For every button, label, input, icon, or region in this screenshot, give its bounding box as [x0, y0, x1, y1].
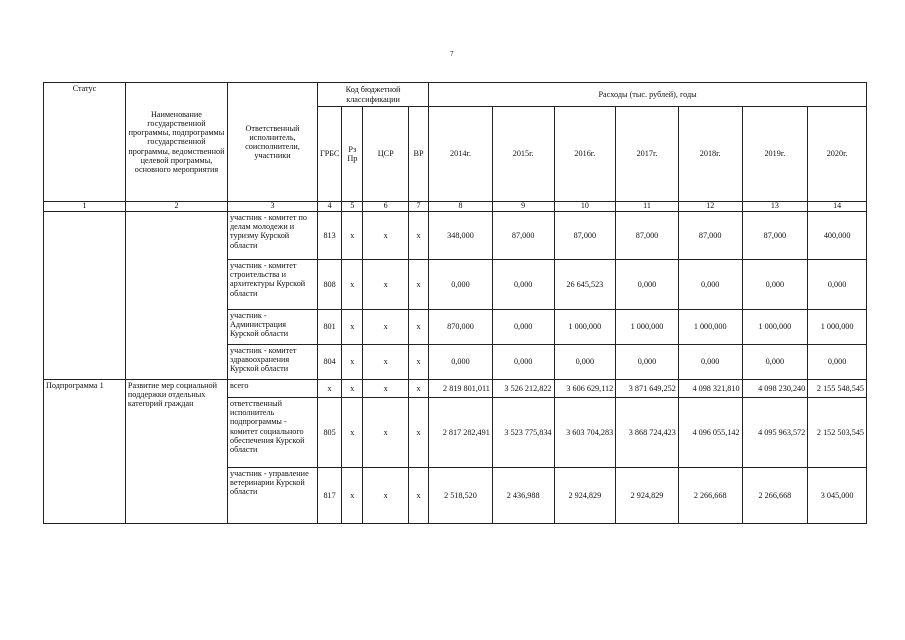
- header-status: Статус: [44, 83, 126, 202]
- row-value: 0,000: [492, 260, 554, 310]
- row-value: 87,000: [492, 212, 554, 260]
- row-name: [125, 212, 227, 380]
- row-value: 0,000: [808, 260, 867, 310]
- header-csr: ЦСР: [363, 107, 408, 202]
- header-name: Наименование государственной программы, подпрограммы государственной программы, ведомственной целевой программы, основного мероприятия: [125, 83, 227, 202]
- row-value: 2 518,520: [429, 468, 493, 524]
- column-number: 5: [342, 202, 363, 212]
- budget-table: [43, 82, 867, 524]
- row-grbs: 801: [317, 310, 341, 345]
- row-value: 1 000,000: [616, 310, 679, 345]
- row-value: 400,000: [808, 212, 867, 260]
- column-number: 13: [742, 202, 808, 212]
- column-number: 11: [616, 202, 679, 212]
- row-rzpr: х: [342, 212, 363, 260]
- row-value: 0,000: [742, 260, 808, 310]
- row-value: 0,000: [616, 260, 679, 310]
- column-number: 3: [228, 202, 318, 212]
- row-name: Развитие мер социальной поддержки отдельных категорий граждан: [125, 380, 227, 524]
- row-rzpr: х: [342, 468, 363, 524]
- header-year: 2016г.: [554, 107, 616, 202]
- row-value: 0,000: [678, 345, 742, 380]
- row-value: 2 924,829: [554, 468, 616, 524]
- header-budget-code: Код бюджетной классификации: [317, 83, 428, 107]
- row-value: 3 603 704,283: [554, 398, 616, 468]
- row-participant: участник - Администрация Курской области: [228, 310, 318, 345]
- row-value: 0,000: [678, 260, 742, 310]
- row-value: 3 868 724,423: [616, 398, 679, 468]
- row-participant: участник - управление ветеринарии Курской области: [228, 468, 318, 524]
- row-value: 2 436,988: [492, 468, 554, 524]
- row-rzpr: х: [342, 345, 363, 380]
- row-value: 0,000: [742, 345, 808, 380]
- row-rzpr: х: [342, 380, 363, 398]
- row-value: 26 645,523: [554, 260, 616, 310]
- header-expenses: Расходы (тыс. рублей), годы: [429, 83, 867, 107]
- header-year: 2014г.: [429, 107, 493, 202]
- row-value: 870,000: [429, 310, 493, 345]
- row-grbs: 804: [317, 345, 341, 380]
- row-value: 0,000: [429, 345, 493, 380]
- row-status: Подпрограмма 1: [44, 380, 126, 524]
- column-number: 8: [429, 202, 493, 212]
- row-value: 2 155 548,545: [808, 380, 867, 398]
- row-value: 0,000: [492, 345, 554, 380]
- header-year: 2019г.: [742, 107, 808, 202]
- row-status: [44, 212, 126, 380]
- header-grbs: ГРБС: [317, 107, 341, 202]
- row-value: 2 152 503,545: [808, 398, 867, 468]
- column-number: 2: [125, 202, 227, 212]
- page-number: 7: [450, 50, 454, 58]
- row-value: 4 095 963,572: [742, 398, 808, 468]
- row-grbs: 813: [317, 212, 341, 260]
- row-value: 0,000: [554, 345, 616, 380]
- row-value: 2 819 801,011: [429, 380, 493, 398]
- row-participant: всего: [228, 380, 318, 398]
- column-number: 6: [363, 202, 408, 212]
- row-vr: х: [408, 310, 428, 345]
- row-value: 2 817 282,491: [429, 398, 493, 468]
- column-number: 7: [408, 202, 428, 212]
- header-vr: ВР: [408, 107, 428, 202]
- row-participant: участник - комитет по делам молодежи и туризму Курской области: [228, 212, 318, 260]
- row-value: 3 606 629,112: [554, 380, 616, 398]
- row-value: 0,000: [808, 345, 867, 380]
- row-value: 1 000,000: [678, 310, 742, 345]
- row-value: 3 523 775,834: [492, 398, 554, 468]
- row-participant: участник - комитет здравоохранения Курской области: [228, 345, 318, 380]
- row-value: 0,000: [429, 260, 493, 310]
- column-number: 14: [808, 202, 867, 212]
- header-year: 2020г.: [808, 107, 867, 202]
- row-value: 348,000: [429, 212, 493, 260]
- row-vr: х: [408, 380, 428, 398]
- table-row: [44, 212, 867, 260]
- row-value: 3 871 649,252: [616, 380, 679, 398]
- row-rzpr: х: [342, 398, 363, 468]
- row-rzpr: х: [342, 260, 363, 310]
- row-csr: х: [363, 345, 408, 380]
- column-number: 1: [44, 202, 126, 212]
- row-vr: х: [408, 468, 428, 524]
- row-value: 2 924,829: [616, 468, 679, 524]
- row-value: 4 096 055,142: [678, 398, 742, 468]
- header-responsible: Ответственный исполнитель, соисполнители, участники: [228, 83, 318, 202]
- row-csr: х: [363, 212, 408, 260]
- column-number: 10: [554, 202, 616, 212]
- row-value: 87,000: [554, 212, 616, 260]
- row-rzpr: х: [342, 310, 363, 345]
- row-participant: участник - комитет строительства и архитектуры Курской области: [228, 260, 318, 310]
- row-value: 3 526 212,822: [492, 380, 554, 398]
- row-vr: х: [408, 345, 428, 380]
- row-value: 1 000,000: [808, 310, 867, 345]
- row-value: 4 098 230,240: [742, 380, 808, 398]
- row-csr: х: [363, 380, 408, 398]
- row-value: 1 000,000: [554, 310, 616, 345]
- row-grbs: х: [317, 380, 341, 398]
- row-csr: х: [363, 398, 408, 468]
- column-numbers-row: [44, 202, 867, 212]
- header-year: 2017г.: [616, 107, 679, 202]
- row-grbs: 817: [317, 468, 341, 524]
- row-value: 87,000: [678, 212, 742, 260]
- row-csr: х: [363, 260, 408, 310]
- header-rzpr: Рз Пр: [342, 107, 363, 202]
- row-csr: х: [363, 468, 408, 524]
- row-value: 2 266,668: [678, 468, 742, 524]
- row-vr: х: [408, 212, 428, 260]
- row-value: 3 045,000: [808, 468, 867, 524]
- row-grbs: 805: [317, 398, 341, 468]
- row-vr: х: [408, 398, 428, 468]
- row-value: 4 098 321,810: [678, 380, 742, 398]
- row-value: 87,000: [742, 212, 808, 260]
- row-grbs: 808: [317, 260, 341, 310]
- column-number: 12: [678, 202, 742, 212]
- column-number: 9: [492, 202, 554, 212]
- row-value: 2 266,668: [742, 468, 808, 524]
- row-value: 0,000: [492, 310, 554, 345]
- table-row: [44, 380, 867, 398]
- column-number: 4: [317, 202, 341, 212]
- row-value: 87,000: [616, 212, 679, 260]
- row-vr: х: [408, 260, 428, 310]
- row-csr: х: [363, 310, 408, 345]
- row-value: 1 000,000: [742, 310, 808, 345]
- header-year: 2018г.: [678, 107, 742, 202]
- row-value: 0,000: [616, 345, 679, 380]
- row-participant: ответственный исполнитель подпрограммы - комитет социального обеспечения Курской области: [228, 398, 318, 468]
- header-year: 2015г.: [492, 107, 554, 202]
